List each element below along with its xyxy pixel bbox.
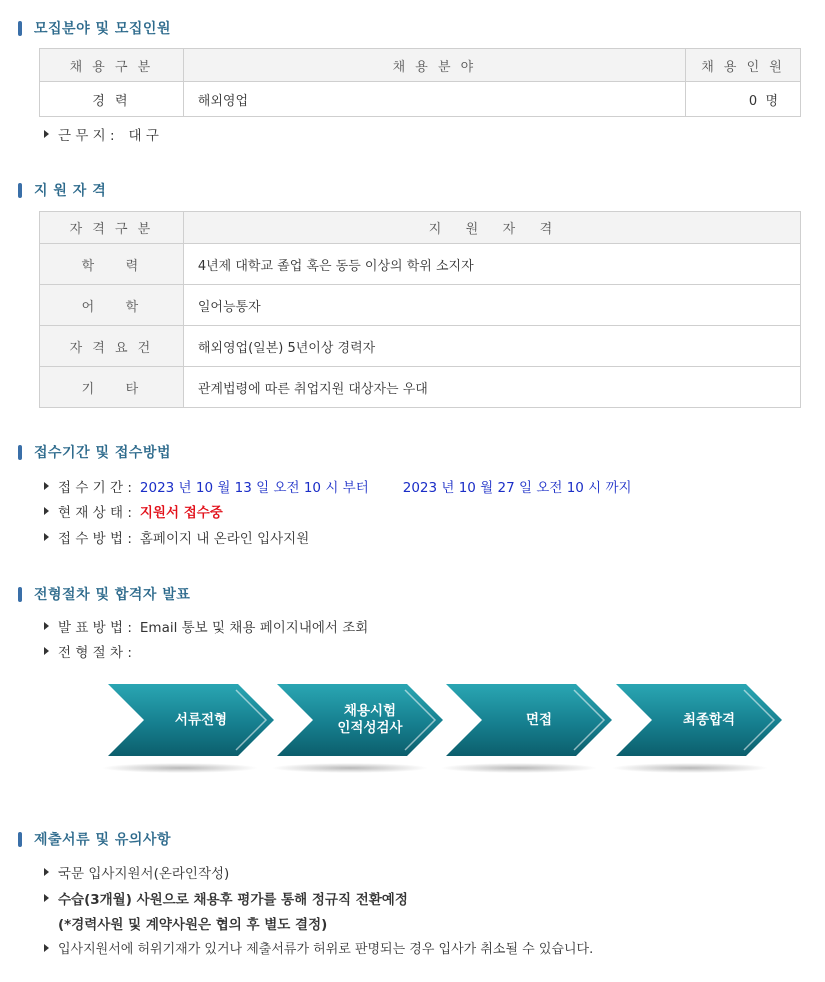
header-qual: 지 원 자 격	[183, 212, 800, 244]
table-row	[40, 82, 801, 117]
section-title-recruit	[18, 18, 171, 38]
document-text: 입사지원서에 허위기재가 있거나 제출서류가 허위로 판명되는 경우 입사가 취소될 수 있습니다.	[58, 942, 594, 957]
section-heading: 모집분야 및 모집인원	[34, 21, 171, 37]
recruit-table	[39, 48, 801, 117]
row-value: 관계법령에 따른 취업지원 대상자는 우대	[183, 367, 800, 408]
period-label: 접 수 기 간 :	[58, 480, 132, 496]
status-label: 현 재 상 태 :	[58, 505, 132, 521]
section-bar-icon	[18, 183, 22, 198]
bullet-arrow-icon	[44, 944, 49, 952]
period-start: 2023 년 10 월 13 일 오전 10 시 부터	[139, 480, 369, 496]
method-value: 홈페이지 내 온라인 입사지원	[139, 531, 310, 547]
step-shadow	[272, 763, 428, 773]
reception-method-line	[44, 527, 309, 547]
document-note: (*경력사원 및 계약사원은 협의 후 별도 결정)	[58, 917, 328, 933]
announce-line	[44, 616, 368, 636]
announce-value: Email 통보 및 채용 페이지내에서 조회	[139, 620, 369, 636]
section-heading: 지 원 자 격	[34, 183, 107, 199]
step-shadow	[441, 763, 597, 773]
step-label-1: 서류전형	[174, 712, 228, 728]
step-label-3: 면접	[525, 712, 553, 728]
cell-field: 해외영업	[183, 82, 685, 117]
row-label: 학 력	[40, 244, 184, 285]
section-bar-icon	[18, 832, 22, 847]
bullet-arrow-icon	[44, 647, 49, 655]
workplace-line	[44, 124, 159, 144]
qualification-table	[39, 211, 801, 408]
steps-label: 전 형 절 차 :	[58, 645, 132, 661]
cell-count: 0 명	[686, 82, 801, 117]
bullet-arrow-icon	[44, 507, 49, 515]
period-end: 2023 년 10 월 27 일 오전 10 시 까지	[402, 480, 632, 496]
bullet-arrow-icon	[44, 868, 49, 876]
bullet-arrow-icon	[44, 533, 49, 541]
section-heading: 제출서류 및 유의사항	[34, 832, 171, 848]
section-title-documents	[18, 829, 171, 849]
table-row	[40, 367, 801, 408]
section-title-procedure	[18, 584, 190, 604]
step-label-4: 최종합격	[682, 712, 736, 728]
header-field: 채 용 분 야	[183, 49, 685, 82]
table-row	[40, 326, 801, 367]
procedure-arrows-graphic	[98, 668, 790, 794]
document-text: 국문 입사지원서(온라인작성)	[58, 866, 230, 882]
header-qual-type: 자 격 구 분	[40, 212, 184, 244]
section-bar-icon	[18, 445, 22, 460]
workplace-value: 대 구	[128, 128, 159, 144]
document-text: 수습(3개월) 사원으로 채용후 평가를 통해 정규직 전환예정	[58, 892, 408, 908]
document-item-1	[44, 862, 229, 882]
bullet-arrow-icon	[44, 894, 49, 902]
bullet-arrow-icon	[44, 482, 49, 490]
reception-status-line	[44, 501, 223, 521]
section-bar-icon	[18, 587, 22, 602]
header-count: 채 용 인 원	[686, 49, 801, 82]
section-bar-icon	[18, 21, 22, 36]
table-row	[40, 244, 801, 285]
section-title-qualification	[18, 180, 106, 200]
section-heading: 전형절차 및 합격자 발표	[34, 587, 191, 603]
header-type: 채 용 구 분	[40, 49, 184, 82]
workplace-label: 근 무 지 :	[58, 128, 115, 144]
reception-period-line	[44, 476, 632, 496]
row-label: 자 격 요 건	[40, 326, 184, 367]
table-row	[40, 285, 801, 326]
procedure-flow-diagram	[98, 668, 790, 794]
section-heading: 접수기간 및 접수방법	[34, 445, 171, 461]
bullet-arrow-icon	[44, 130, 49, 138]
row-value: 일어능통자	[183, 285, 800, 326]
status-value: 지원서 접수중	[139, 505, 223, 521]
method-label: 접 수 방 법 :	[58, 531, 132, 547]
document-item-2-note	[58, 913, 327, 933]
announce-label: 발 표 방 법 :	[58, 620, 132, 636]
row-label: 어 학	[40, 285, 184, 326]
cell-type: 경 력	[40, 82, 184, 117]
row-value: 해외영업(일본) 5년이상 경력자	[183, 326, 800, 367]
bullet-arrow-icon	[44, 622, 49, 630]
steps-line	[44, 641, 132, 661]
step-shadow	[102, 763, 258, 773]
step-shadow	[612, 763, 768, 773]
section-title-reception	[18, 442, 171, 462]
document-item-3	[44, 938, 593, 957]
document-item-2	[44, 888, 408, 908]
step-label-2: 채용시험 인적성검사	[337, 703, 403, 736]
row-label: 기 타	[40, 367, 184, 408]
row-value: 4년제 대학교 졸업 혹은 동등 이상의 학위 소지자	[183, 244, 800, 285]
